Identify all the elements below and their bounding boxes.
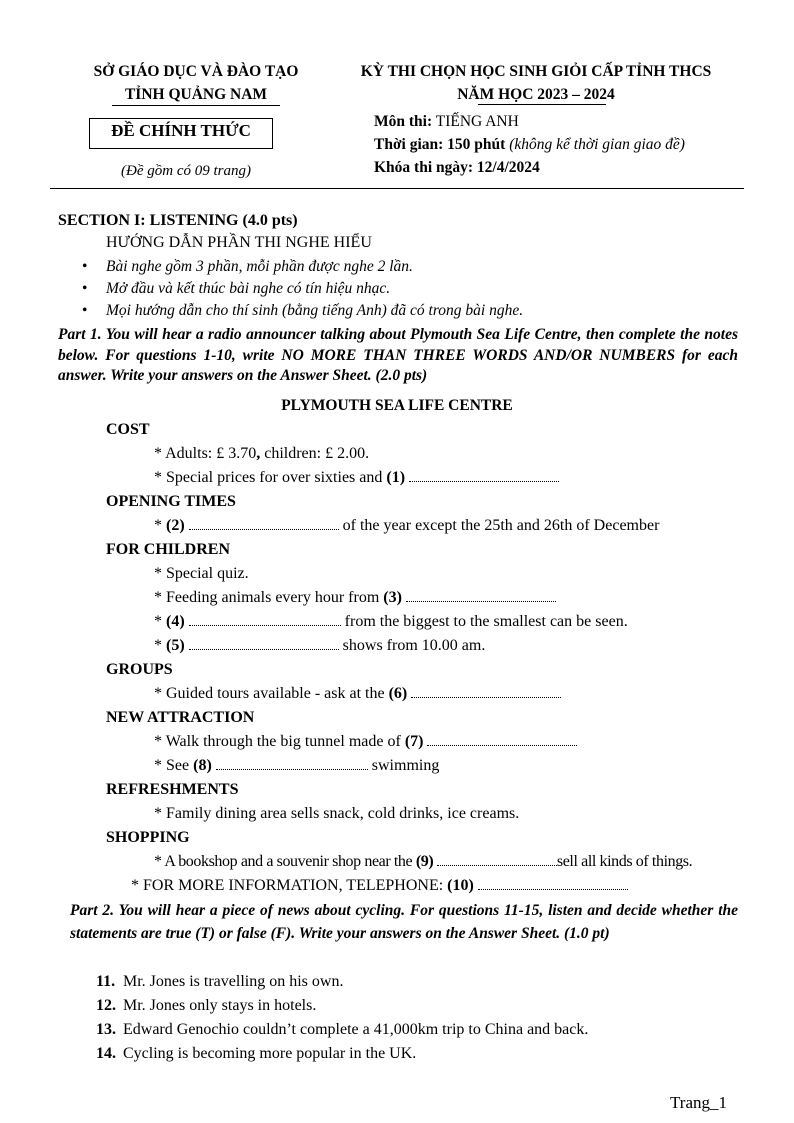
time-line	[374, 133, 685, 156]
bullet-star: *	[154, 517, 166, 534]
line-text: * A bookshop and a souvenir shop near the	[154, 853, 416, 870]
question-number: (8)	[193, 757, 212, 774]
line-text: * FOR MORE INFORMATION, TELEPHONE:	[131, 877, 448, 894]
answer-blank	[478, 878, 628, 890]
question-number: (7)	[404, 733, 424, 750]
question-number: 14.	[96, 1045, 116, 1062]
subject-value: TIẾNG ANH	[435, 113, 519, 130]
question-number: 12.	[96, 997, 116, 1014]
line-text: * Walk through the big tunnel made of	[154, 733, 405, 750]
line-text: from the biggest to the smallest can be seen.	[340, 613, 628, 630]
category-refreshments: REFRESHMENTS	[106, 781, 239, 798]
info-line	[131, 877, 628, 895]
school-year-text: NĂM HỌC 2023 – 2024	[457, 86, 615, 103]
question-item	[96, 1045, 416, 1063]
question-text: Mr. Jones only stays in hotels.	[123, 997, 317, 1014]
line-text: of the year except the 25th and 26th of December	[338, 517, 660, 534]
question-number: (2)	[166, 517, 185, 534]
category-groups: GROUPS	[106, 661, 173, 678]
bullet-star: *	[154, 637, 166, 654]
category-for-children: FOR CHILDREN	[106, 541, 231, 558]
children-line-1: * Special quiz.	[154, 565, 249, 582]
line-text: * Special prices for over sixties and	[154, 469, 387, 486]
refreshments-line: * Family dining area sells snack, cold drinks, ice creams.	[154, 805, 520, 822]
category-new-attraction: NEW ATTRACTION	[106, 709, 255, 726]
groups-line	[154, 685, 561, 703]
province-underline	[112, 105, 280, 106]
province-name	[62, 83, 330, 106]
page-count-note: (Đề gồm có 09 trang)	[121, 163, 251, 179]
province-text: TỈNH QUẢNG NAM	[124, 86, 268, 103]
answer-blank	[437, 854, 557, 866]
bullet-item: • Bài nghe gồm 3 phần, mỗi phần được nghe 2 lần.	[82, 256, 523, 278]
official-exam-box: ĐỀ CHÍNH THỨC	[89, 118, 273, 149]
child-price: children: £ 2.00.	[260, 445, 370, 462]
notes-title: PLYMOUTH SEA LIFE CENTRE	[281, 397, 513, 414]
exam-meta	[374, 110, 685, 179]
department-name: SỞ GIÁO DỤC VÀ ĐÀO TẠO	[93, 63, 299, 80]
line-text: sell all kinds of things.	[556, 853, 693, 870]
subject-line	[374, 110, 685, 133]
time-label: Thời gian: 150 phút	[374, 136, 506, 153]
exam-date: Khóa thi ngày: 12/4/2024	[374, 159, 540, 176]
question-number: (9)	[415, 853, 434, 870]
question-text: Mr. Jones is travelling on his own.	[123, 973, 344, 990]
children-line-2	[154, 589, 556, 607]
adult-price: * Adults: £ 3.70	[154, 445, 257, 462]
attraction-line-2	[154, 757, 439, 775]
answer-blank	[216, 758, 368, 770]
answer-blank	[189, 518, 339, 530]
answer-blank	[409, 470, 559, 482]
line-text: * Guided tours available - ask at the	[154, 685, 389, 702]
answer-blank	[189, 614, 341, 626]
question-number: (5)	[166, 637, 185, 654]
shopping-line	[154, 853, 692, 871]
section-subheading: HƯỚNG DẪN PHẦN THI NGHE HIỂU	[106, 234, 372, 251]
answer-blank	[411, 686, 561, 698]
question-item	[96, 1021, 588, 1039]
bullet-item: • Mọi hướng dẫn cho thí sinh (bằng tiếng Anh) đã có trong bài nghe.	[82, 300, 523, 322]
date-line	[374, 156, 685, 179]
question-number: (1)	[386, 469, 406, 486]
header-right	[330, 60, 742, 176]
question-number: 11.	[96, 973, 116, 990]
answer-blank	[427, 734, 577, 746]
question-number: (4)	[166, 613, 185, 630]
subject-label: Môn thi:	[374, 113, 433, 130]
question-number: (6)	[388, 685, 408, 702]
line-text: * See	[154, 757, 194, 774]
answer-blank	[189, 638, 339, 650]
question-text: Cycling is becoming more popular in the UK.	[123, 1045, 417, 1062]
question-number: (3)	[383, 589, 402, 606]
attraction-line-1	[154, 733, 577, 751]
bullet-item: • Mở đầu và kết thúc bài nghe có tín hiệu nhạc.	[82, 278, 523, 300]
section-title: SECTION I: LISTENING (4.0 pts)	[58, 212, 298, 229]
line-text: * Feeding animals every hour from	[154, 589, 384, 606]
school-year-underline	[478, 104, 606, 105]
question-number: 13.	[96, 1021, 116, 1038]
answer-blank	[406, 590, 556, 602]
children-line-3	[154, 613, 628, 631]
opening-line	[154, 517, 659, 535]
exam-title: KỲ THI CHỌN HỌC SINH GIỎI CẤP TỈNH THCS	[360, 63, 712, 80]
category-shopping: SHOPPING	[106, 829, 190, 846]
school-year	[330, 83, 742, 106]
children-line-4	[154, 637, 485, 655]
question-item	[96, 973, 343, 991]
cost-line-2	[154, 469, 559, 487]
header-divider	[50, 188, 744, 189]
line-text: swimming	[367, 757, 440, 774]
category-cost: COST	[106, 421, 150, 438]
page-number: Trang_1	[670, 1093, 727, 1112]
cost-line-1	[154, 445, 369, 463]
line-text: shows from 10.00 am.	[338, 637, 486, 654]
part1-instructions: Part 1. You will hear a radio announcer talking about Plymouth Sea Life Centre, then complete the notes below. For questions 1-10, write NO MORE THAN THREE WORDS AND/OR NUMBERS for each answer. Write your answers on the Answer Sheet. (2.0 pts)	[58, 326, 738, 384]
category-opening-times: OPENING TIMES	[106, 493, 236, 510]
comma: ,	[256, 445, 261, 462]
question-text: Edward Genochio couldn’t complete a 41,000km trip to China and back.	[123, 1021, 589, 1038]
question-item	[96, 997, 316, 1015]
header-left	[62, 60, 330, 179]
bullet-star: *	[154, 613, 166, 630]
time-note: (không kể thời gian giao đề)	[509, 136, 685, 153]
question-number: (10)	[447, 877, 474, 894]
instruction-bullets	[82, 256, 523, 322]
part2-instructions: Part 2. You will hear a piece of news about cycling. For questions 11-15, listen and decide whether the statements are true (T) or false (F). Write your answers on the Answer Sheet. (1.0 pt)	[70, 902, 738, 942]
